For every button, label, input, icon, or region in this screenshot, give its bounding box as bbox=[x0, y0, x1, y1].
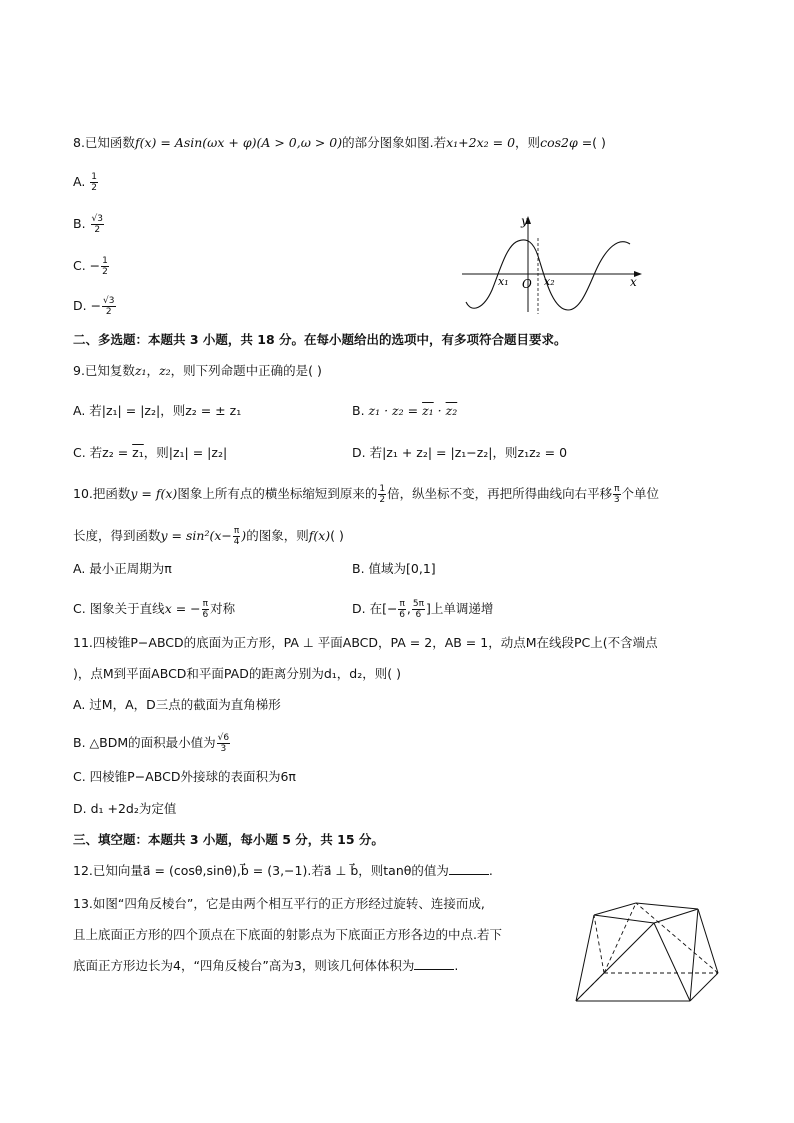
q9-option-b: B. z₁ · z₂ = z₁ · z₂ bbox=[352, 403, 458, 418]
fraction: $\frac{√3}{2}$ bbox=[91, 214, 103, 235]
q8-option-c: C. − $\frac{1}{2}$ bbox=[73, 256, 108, 277]
q9-option-c: C. 若z₂ = z₁，则|z₁| = |z₂| bbox=[73, 445, 228, 460]
q9-option-a: A. 若|z₁| = |z₂|，则z₂ = ± z₁ bbox=[73, 403, 242, 418]
origin-label: O bbox=[522, 277, 532, 291]
fraction: $\frac{√3}{2}$ bbox=[103, 296, 115, 317]
q8-option-d: D. − $\frac{√3}{2}$ bbox=[73, 296, 115, 317]
x2-label: x₂ bbox=[544, 275, 555, 288]
q11-option-d: D. d₁ +2d₂为定值 bbox=[73, 801, 177, 816]
fraction: $\frac{\pi}{6}$ bbox=[399, 599, 406, 620]
fraction: $\frac{1}{2}$ bbox=[379, 484, 386, 505]
q10-option-a: A. 最小正周期为π bbox=[73, 561, 172, 576]
q11-option-c: C. 四棱锥P−ABCD外接球的表面积为6π bbox=[73, 769, 296, 784]
fraction: $\frac{\pi}{4}$ bbox=[233, 526, 240, 547]
q10-stem-line1: 10.把函数y = f(x)图象上所有点的横坐标缩短到原来的 $\frac{1}{2}$ 倍，纵坐标不变，再把所得曲线向右平移 $\frac{\pi}{3}$ 个单位 bbox=[73, 484, 660, 505]
q11-stem-line1: 11.四棱锥P−ABCD的底面为正方形，PA ⊥ 平面ABCD，PA = 2，AB = 1，动点M在线段PC上(不含端点 bbox=[73, 635, 658, 650]
q8-option-a: A. $\frac{1}{2}$ bbox=[73, 172, 98, 193]
section-multiple-choice-heading: 二、多选题：本题共 3 小题，共 18 分。在每小题给出的选项中，有多项符合题目要求。 bbox=[73, 332, 567, 347]
fraction: $\frac{5\pi}{6}$ bbox=[412, 599, 424, 620]
fraction: $\frac{\pi}{6}$ bbox=[202, 599, 209, 620]
q12-stem: 12.已知向量a⃗ = (cosθ,sinθ),b⃗ = (3,−1).若a⃗ ⊥ b⃗，则tanθ的值为 . bbox=[73, 863, 493, 878]
q9-option-d: D. 若|z₁ + z₂| = |z₁−z₂|，则z₁z₂ = 0 bbox=[352, 445, 568, 460]
q10-stem-line2: 长度，得到函数y = sin²(x− $\frac{\pi}{4}$ )的图象，则f(x)( ) bbox=[73, 526, 344, 547]
q13-stem-line2: 且上底面正方形的四个顶点在下底面的射影点为下底面正方形各边的中点.若下 bbox=[73, 927, 502, 942]
fraction: $\frac{√6}{3}$ bbox=[217, 733, 230, 754]
q8-sine-graph bbox=[458, 210, 648, 320]
q11-option-b: B. △BDM的面积最小值为 $\frac{√6}{3}$ bbox=[73, 733, 230, 754]
q13-antiprism-figure bbox=[570, 893, 730, 1008]
fraction: $\frac{1}{2}$ bbox=[102, 256, 108, 277]
answer-blank bbox=[414, 958, 454, 970]
fraction: $\frac{1}{2}$ bbox=[91, 172, 98, 193]
q8-option-b: B. $\frac{√3}{2}$ bbox=[73, 214, 103, 235]
q11-stem-line2: )，点M到平面ABCD和平面PAD的距离分别为d₁，d₂，则( ) bbox=[73, 666, 401, 681]
q13-stem-line1: 13.如图“四角反棱台”，它是由两个相互平行的正方形经过旋转、连接而成, bbox=[73, 896, 485, 911]
section-fill-in-heading: 三、填空题：本题共 3 小题，每小题 5 分，共 15 分。 bbox=[73, 832, 384, 847]
q9-stem: 9.已知复数z₁，z₂，则下列命题中正确的是( ) bbox=[73, 363, 322, 378]
answer-blank bbox=[449, 863, 489, 875]
q10-option-b: B. 值域为[0,1] bbox=[352, 561, 436, 576]
x1-label: x₁ bbox=[498, 275, 509, 288]
q10-option-c: C. 图象关于直线x = − $\frac{\pi}{6}$ 对称 bbox=[73, 599, 236, 620]
q11-option-a: A. 过M，A，D三点的截面为直角梯形 bbox=[73, 697, 281, 712]
q8-stem: 8.已知函数f(x) = Asin(ωx + φ)(A > 0,ω > 0)的部分图象如图.若x₁+2x₂ = 0，则cos2φ =( ) bbox=[73, 135, 606, 150]
q10-option-d: D. 在[− $\frac{\pi}{6}$ , $\frac{5\pi}{6}$ ]上单调递增 bbox=[352, 599, 494, 620]
fraction: $\frac{\pi}{3}$ bbox=[613, 484, 620, 505]
q13-stem-line3: 底面正方形边长为4，“四角反棱台”高为3，则该几何体体积为 . bbox=[73, 958, 459, 973]
x-axis-label: x bbox=[630, 275, 637, 289]
y-axis-label: y bbox=[521, 214, 528, 228]
